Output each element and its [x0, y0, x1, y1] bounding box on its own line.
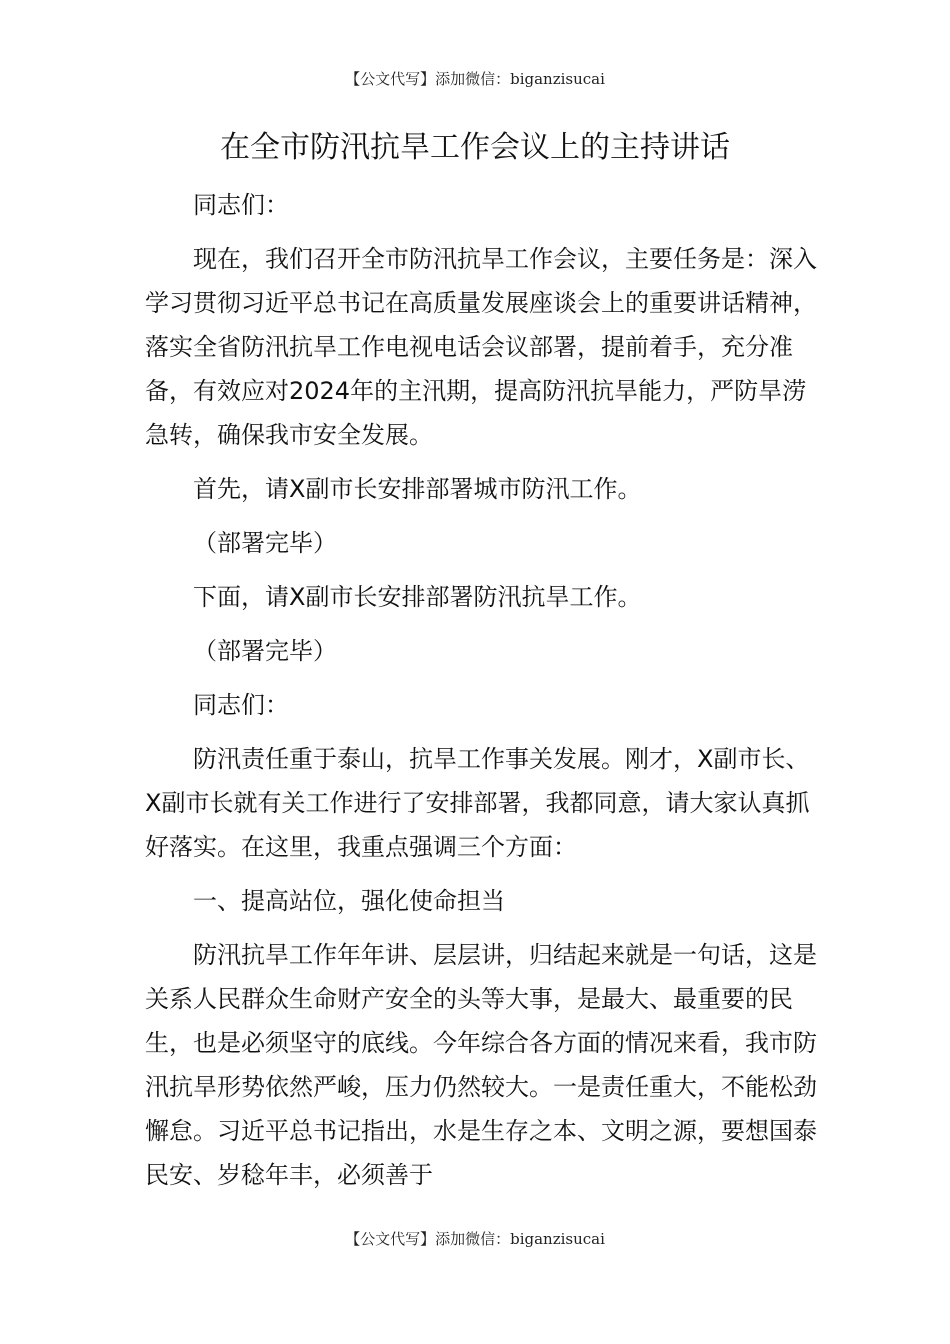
page-header: 【公文代写】添加微信：biganzisucai	[345, 70, 605, 88]
paragraph-summary: 防汛责任重于泰山，抗旱工作事关发展。刚才，X副市长、X副市长就有关工作进行了安排部署，我都同意，请大家认真抓好落实。在这里，我重点强调三个方面：	[145, 745, 810, 861]
paragraph-intro: 现在，我们召开全市防汛抗旱工作会议，主要任务是：深入学习贯彻习近平总书记在高质量发展座谈会上的重要讲话精神，落实全省防汛抗旱工作电视电话会议部署，提前着手，充分准备，有效应对2024年的主汛期，提高防汛抗旱能力，严防旱涝急转，确保我市安全发展。	[145, 245, 817, 449]
document-body	[145, 183, 821, 1197]
document-title: 在全市防汛抗旱工作会议上的主持讲话	[220, 130, 730, 165]
page-footer: 【公文代写】添加微信：biganzisucai	[345, 1230, 605, 1248]
paragraph-deploy-done-2: （部署完毕）	[193, 637, 337, 665]
paragraph-section-1: 防汛抗旱工作年年讲、层层讲，归结起来就是一句话，这是关系人民群众生命财产安全的头等大事，是最大、最重要的民生，也是必须坚守的底线。今年综合各方面的情况来看，我市防汛抗旱形势依然严峻，压力仍然较大。一是责任重大，不能松劲懈怠。习近平总书记指出，水是生存之本、文明之源，要想国泰民安、岁稔年丰，必须善于	[145, 941, 817, 1189]
paragraph-first-speaker: 首先，请X副市长安排部署城市防汛工作。	[193, 475, 642, 503]
paragraph-salutation-2: 同志们：	[193, 691, 289, 719]
section-heading-1: 一、提高站位，强化使命担当	[193, 887, 505, 915]
paragraph-second-speaker: 下面，请X副市长安排部署防汛抗旱工作。	[193, 583, 642, 611]
paragraph-salutation: 同志们：	[193, 191, 289, 219]
paragraph-deploy-done-1: （部署完毕）	[193, 529, 337, 557]
